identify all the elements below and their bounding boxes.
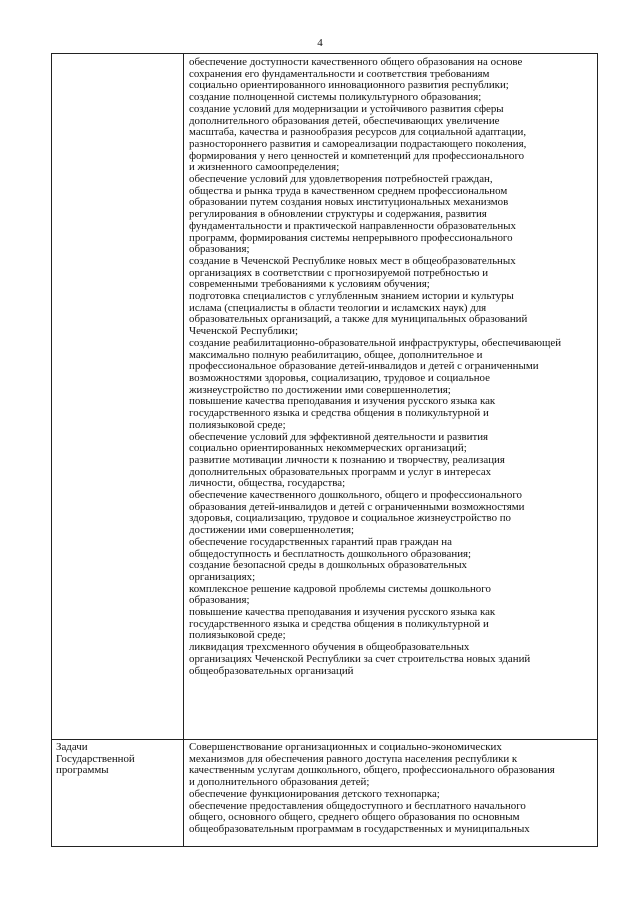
- text-line: обеспечение функционирования детского технопарка;: [189, 787, 440, 800]
- text-line: Задачи: [56, 741, 88, 753]
- text-line: образовательных организаций, а также для муниципальных образований: [189, 313, 528, 326]
- text-line: качественным услугам дошкольного, общего, профессионального образования: [189, 764, 555, 777]
- text-line: обеспечение условий для удовлетворения потребностей граждан,: [189, 173, 493, 186]
- text-line: повышение качества преподавания и изучения русского языка как: [189, 606, 496, 619]
- text-line: ликвидация трехсменного обучения в общеобразовательных: [189, 641, 470, 654]
- text-line: общего, основного общего, среднего общего образования по основным: [189, 811, 520, 824]
- program-table: [51, 53, 598, 847]
- text-line: создание реабилитационно-образовательной инфраструктуры, обеспечивающей: [189, 336, 562, 349]
- text-line: общедоступность и бесплатность дошкольного образования;: [189, 547, 472, 560]
- text-line: максимально полную реабилитацию, общее, дополнительное и: [189, 348, 483, 361]
- text-line: Государственной: [56, 752, 135, 765]
- text-line: организациях;: [189, 570, 256, 583]
- text-line: обеспечение предоставления общедоступного и бесплатного начального: [189, 799, 526, 812]
- text-line: образовании путем создания новых институциональных механизмов: [189, 196, 509, 209]
- text-line: программы: [56, 764, 109, 777]
- text-line: государственного языка и средства общения в поликультурной и: [189, 617, 489, 630]
- text-line: жизнеустройство по достижении ими совершеннолетия;: [189, 383, 451, 396]
- text-line: организациях в соответствии с прогнозируемой потребностью и: [189, 266, 489, 279]
- text-line: формирования у него ценностей и компетенций для профессионального: [189, 149, 525, 162]
- text-line: современными требованиями к условиям обучения;: [189, 278, 430, 291]
- text-line: образования;: [189, 243, 250, 256]
- text-line: создание полноценной системы поликультурного образования;: [189, 91, 482, 104]
- text-line: здоровья, социализацию, трудовое и социальное жизнеустройство по: [189, 512, 512, 525]
- text-line: общеобразовательным программам в государственных и муниципальных: [189, 822, 530, 835]
- text-line: социально ориентированных некоммерческих организаций;: [189, 442, 467, 455]
- text-line: и дополнительного образования детей;: [189, 776, 370, 789]
- text-line: повышение качества преподавания и изучения русского языка как: [189, 395, 496, 408]
- text-line: обеспечение государственных гарантий прав граждан на: [189, 535, 452, 548]
- text-line: образования детей-инвалидов и детей с ограниченными возможностями: [189, 500, 525, 513]
- table-row-tasks-label: [56, 742, 180, 777]
- text-line: масштаба, качества и разнообразия ресурсов для социальной адаптации,: [189, 126, 527, 139]
- text-line: возможностями здоровья, социализацию, трудовое и социальное: [189, 371, 490, 384]
- text-line: механизмов для обеспечения равного доступа населения республики к: [189, 752, 518, 765]
- text-line: и жизненного самоопределения;: [189, 161, 340, 174]
- row-divider: [52, 739, 597, 740]
- text-line: личности, общества, государства;: [189, 477, 346, 490]
- text-line: социально ориентированного инновационного развития республики;: [189, 79, 509, 92]
- text-line: развитие мотивации личности к познанию и творчеству, реализация: [189, 453, 505, 466]
- table-row-goals-content: [189, 57, 597, 677]
- text-line: профессиональное образование детей-инвалидов и детей с ограниченными: [189, 360, 539, 373]
- text-line: создание условий для модернизации и устойчивого развития сферы: [189, 102, 504, 115]
- text-line: разностороннего развития и самореализации подрастающего поколения,: [189, 137, 527, 150]
- text-line: создание в Чеченской Республике новых мест в общеобразовательных: [189, 254, 516, 267]
- text-line: полиязыковой среде;: [189, 629, 286, 642]
- text-line: подготовка специалистов с углубленным знанием истории и культуры: [189, 290, 514, 303]
- text-line: общества и рынка труда в качественном среднем профессиональном: [189, 184, 508, 197]
- text-line: организациях Чеченской Республики за счет строительства новых зданий: [189, 652, 531, 665]
- text-line: программ, формирования системы непрерывного профессионального: [189, 231, 513, 244]
- text-line: обеспечение доступности качественного общего образования на основе: [189, 56, 523, 68]
- text-line: дополнительного образования детей, обеспечивающих увеличение: [189, 114, 500, 127]
- text-line: регулирования в обновлении структуры и содержания, развития: [189, 208, 487, 221]
- text-line: полиязыковой среде;: [189, 418, 286, 431]
- text-line: Совершенствование организационных и социально-экономических: [189, 741, 502, 753]
- text-line: создание безопасной среды в дошкольных образовательных: [189, 559, 467, 572]
- text-line: Чеченской Республики;: [189, 325, 299, 338]
- text-line: комплексное решение кадровой проблемы системы дошкольного: [189, 582, 491, 595]
- column-divider: [183, 54, 184, 846]
- text-line: государственного языка и средства общения в поликультурной и: [189, 407, 489, 420]
- text-line: обеспечение качественного дошкольного, общего и профессионального: [189, 489, 522, 502]
- text-line: общеобразовательных организаций: [189, 664, 354, 677]
- text-line: сохранения его фундаментальности и соответствия требованиям: [189, 67, 490, 80]
- text-line: обеспечение условий для эффективной деятельности и развития: [189, 430, 489, 443]
- text-line: дополнительных образовательных программ и услуг в интересах: [189, 465, 492, 478]
- text-line: ислама (специалисты в области теологии и исламских наук) для: [189, 301, 487, 314]
- text-line: достижении ими совершеннолетия;: [189, 524, 355, 537]
- text-line: фундаментальности и практической направленности образовательных: [189, 219, 516, 232]
- page-number: 4: [317, 37, 323, 49]
- table-row-tasks-content: [189, 742, 597, 836]
- text-line: образования;: [189, 594, 250, 607]
